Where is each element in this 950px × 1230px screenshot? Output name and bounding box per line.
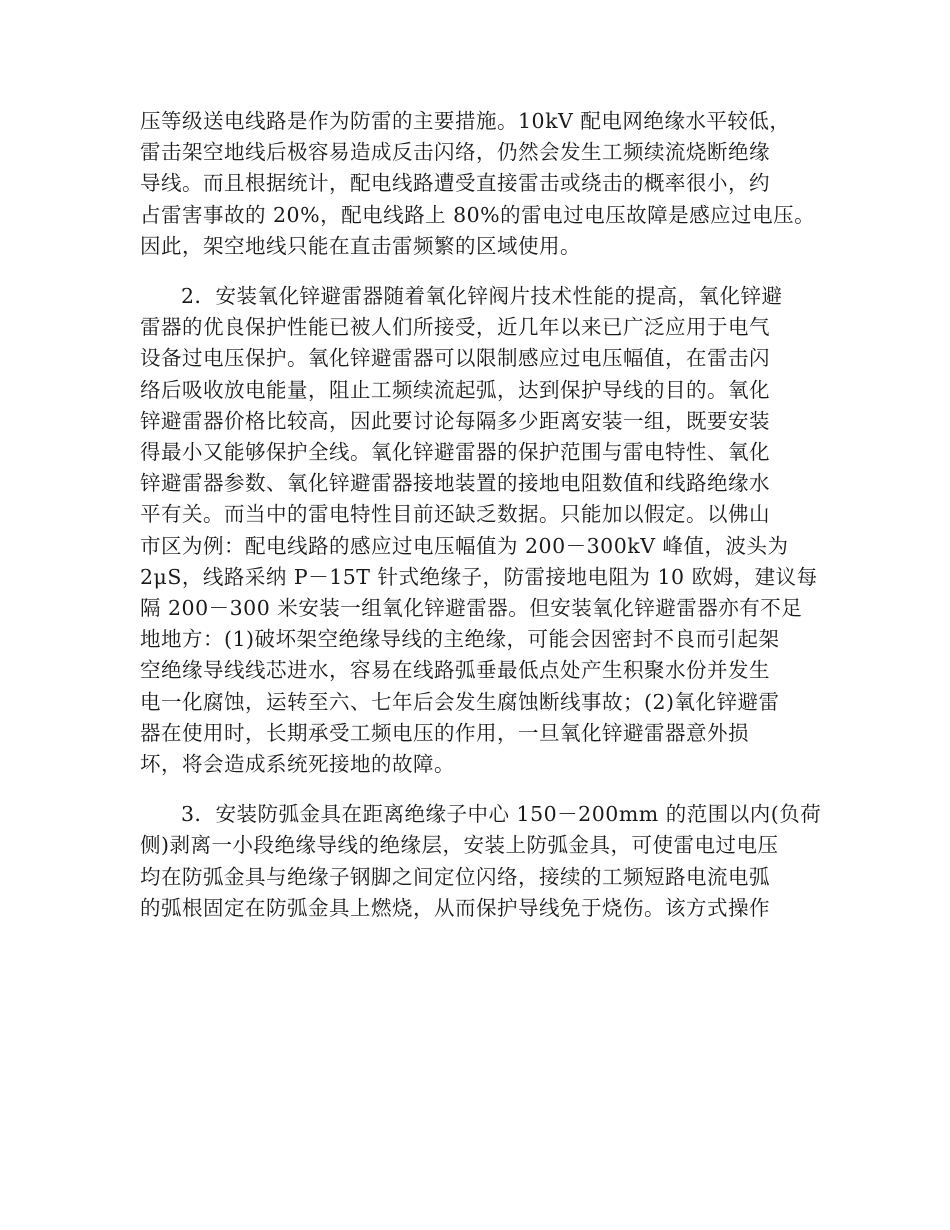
text-line: 2．安装氧化锌避雷器随着氧化锌阀片技术性能的提高，氧化锌避 xyxy=(181,284,783,309)
text-line: 坏，将会造成系统死接地的故障。 xyxy=(140,752,455,777)
text-line: 电一化腐蚀，运转至六、七年后会发生腐蚀断线事故；(2)氧化锌避雷 xyxy=(140,689,780,714)
text-line: 设备过电压保护。氧化锌避雷器可以限制感应过电压幅值，在雷击闪 xyxy=(140,346,770,371)
text-line: 地地方：(1)破坏架空绝缘导线的主绝缘，可能会因密封不良而引起架 xyxy=(140,627,780,652)
text-line: 导线。而且根据统计，配电线路遭受直接雷击或绕击的概率很小，约 xyxy=(140,171,770,196)
text-line: 的弧根固定在防弧金具上燃烧，从而保护导线免于烧伤。该方式操作 xyxy=(140,895,770,920)
text-line: 占雷害事故的 20%，配电线路上 80%的雷电过电压故障是感应过电压。 xyxy=(140,202,816,227)
text-line: 得最小又能够保护全线。氧化锌避雷器的保护范围与雷电特性、氧化 xyxy=(140,440,770,465)
document-body xyxy=(140,106,822,924)
text-line: 锌避雷器参数、氧化锌避雷器接地装置的接地电阻数值和线路绝缘水 xyxy=(140,471,770,496)
text-line: 器在使用时，长期承受工频电压的作用，一旦氧化锌避雷器意外损 xyxy=(140,720,749,745)
text-line: 空绝缘导线线芯进水，容易在线路弧垂最低点处产生积聚水份并发生 xyxy=(140,658,770,683)
text-line: 市区为例：配电线路的感应过电压幅值为 200－300kV 峰值，波头为 xyxy=(140,533,789,558)
text-line: 均在防弧金具与绝缘子钢脚之间定位闪络，接续的工频短路电流电弧 xyxy=(140,864,770,889)
text-line: 雷器的优良保护性能已被人们所接受，近几年以来已广泛应用于电气 xyxy=(140,315,770,340)
text-line: 2μS，线路采纳 P－15T 针式绝缘子，防雷接地电阻为 10 欧姆，建议每 xyxy=(140,564,818,589)
text-line: 压等级送电线路是作为防雷的主要措施。10kV 配电网绝缘水平较低， xyxy=(140,109,791,133)
text-line: 络后吸收放电能量，阻止工频续流起弧，达到保护导线的目的。氧化 xyxy=(140,377,770,402)
text-line: 隔 200－300 米安装一组氧化锌避雷器。但安装氧化锌避雷器亦有不足 xyxy=(140,596,803,621)
text-line: 3．安装防弧金具在距离绝缘子中心 150－200mm 的范围以内(负荷 xyxy=(181,802,822,827)
text-line: 平有关。而当中的雷电特性目前还缺乏数据。只能加以假定。以佛山 xyxy=(140,502,770,527)
text-line: 雷击架空地线后极容易造成反击闪络，仍然会发生工频续流烧断绝缘 xyxy=(140,140,770,165)
text-line: 侧)剥离一小段绝缘导线的绝缘层，安装上防弧金具，可使雷电过电压 xyxy=(140,833,779,858)
paragraph-arc-protection-fitting xyxy=(140,799,822,924)
text-line: 锌避雷器价格比较高，因此要讨论每隔多少距离安装一组，既要安装 xyxy=(140,408,770,433)
text-line: 因此，架空地线只能在直击雷频繁的区域使用。 xyxy=(140,233,581,258)
paragraph-continuation xyxy=(140,106,815,262)
paragraph-zinc-oxide-arrester xyxy=(140,281,818,780)
